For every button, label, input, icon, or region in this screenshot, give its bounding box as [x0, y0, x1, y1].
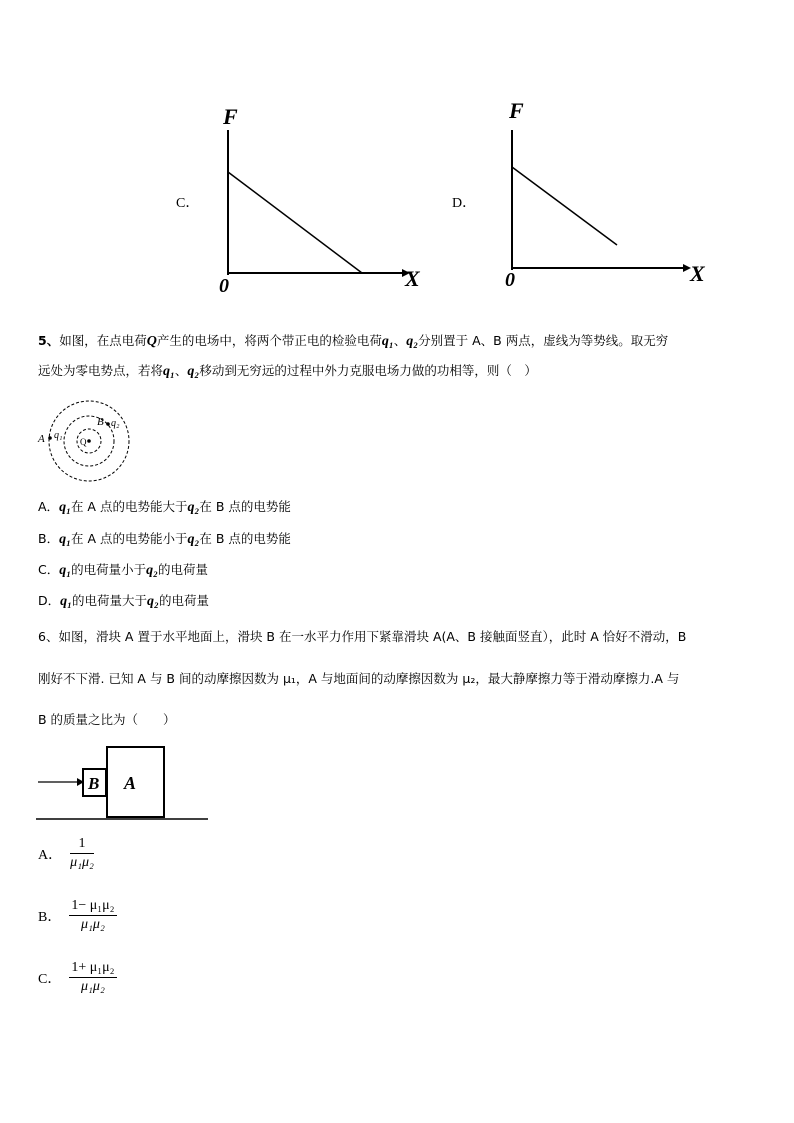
fig-label-q: Q: [80, 437, 87, 447]
graph-d-label: D．: [452, 196, 477, 211]
fig-label-a: A: [38, 433, 45, 445]
fig-label-q1: q₁: [54, 430, 63, 441]
block-a-label: A: [124, 773, 137, 793]
graph-d-x-label: X: [690, 261, 705, 286]
fig-label-q2: q₂: [111, 418, 120, 429]
q6-option-c: C． $\frac{\text{1+ μ₁μ₂}}{\text{μ₁μ₂}}$: [38, 960, 115, 994]
point-b: [106, 422, 110, 426]
graph-c: [212, 100, 432, 300]
q6-figure: [36, 742, 216, 824]
q5-option-b: B．q₁在 A 点的电势能小于q₂在 B 点的电势能: [38, 531, 291, 547]
graph-c-label: C．: [176, 196, 200, 211]
q5-option-a: A．q₁在 A 点的电势能大于q₂在 B 点的电势能: [38, 499, 291, 515]
fig-label-b: B: [97, 416, 104, 428]
charge-q: [87, 439, 91, 443]
point-a: [48, 436, 52, 440]
graph-c-x-label: X: [405, 266, 420, 291]
q5-line-1: 5、如图，在点电荷Q产生的电场中，将两个带正电的检验电荷q₁、q₂分别置于 A、B 两点，虚线为等势线。取无穷: [38, 333, 669, 349]
q6-line-2: 刚好不下滑. 已知 A 与 B 间的动摩擦因数为 μ₁，A 与地面间的动摩擦因数为 μ₂，最大静摩擦力等于滑动摩擦力.A 与: [38, 671, 680, 686]
block-b-label: B: [88, 774, 100, 793]
q6-line-1: 6、如图，滑块 A 置于水平地面上，滑块 B 在一水平力作用下紧靠滑块 A(A、B 接触面竖直），此时 A 恰好不滑动，B: [38, 629, 687, 644]
q6-option-a: A． $\frac{1}{\text{μ₁μ₂}}$: [38, 836, 94, 870]
graph-d-y-label: F: [509, 98, 524, 123]
graph-d-origin: 0: [505, 269, 515, 291]
q6-line-3: B 的质量之比为（ ）: [38, 712, 176, 727]
q5-option-c: C．q₁的电荷量小于q₂的电荷量: [38, 562, 209, 578]
graph-c-y-label: F: [223, 104, 238, 129]
graph-d-line: [512, 167, 617, 245]
graph-d: [497, 100, 717, 300]
graph-c-origin: 0: [219, 275, 229, 297]
q6-option-b: B． $\frac{\text{1− μ₁μ₂}}{\text{μ₁μ₂}}$: [38, 898, 115, 932]
q5-line-2: 远处为零电势点，若将q₁、q₂移动到无穷远的过程中外力克服电场力做的功相等，则（ ）: [38, 363, 537, 379]
graph-c-line: [228, 172, 362, 273]
q5-number: 5、: [38, 333, 60, 348]
q5-figure: [36, 398, 146, 488]
q5-option-d: D．q₁的电荷量大于q₂的电荷量: [38, 593, 209, 609]
